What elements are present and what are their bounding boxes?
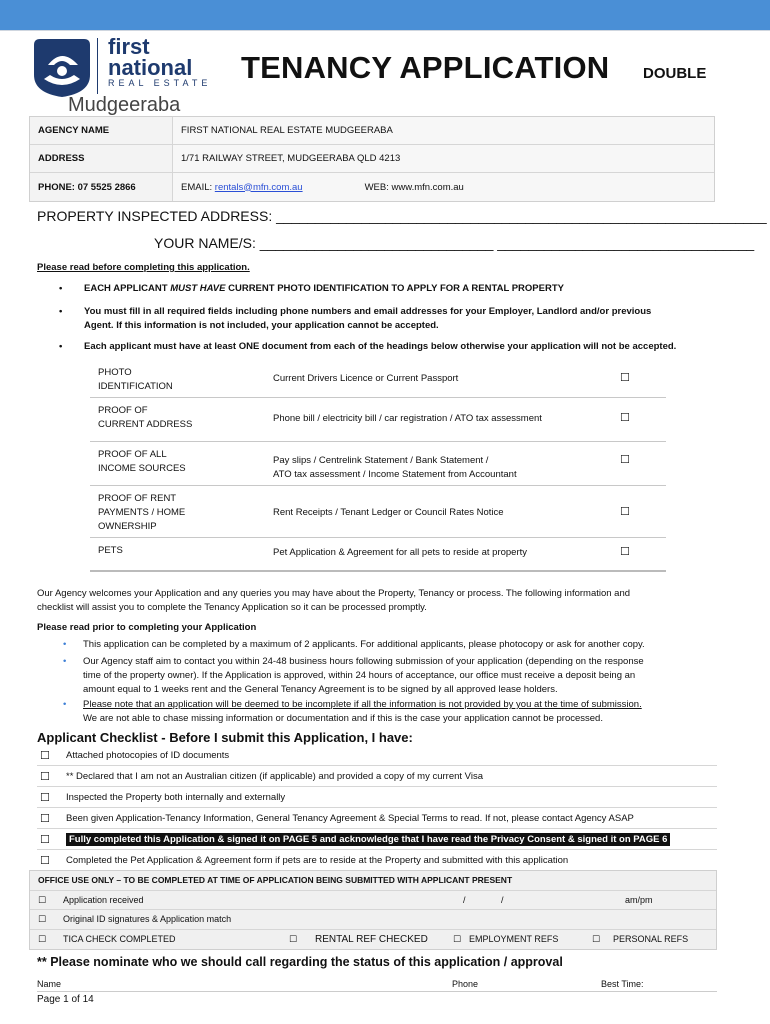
prior-item-1: [63, 638, 645, 652]
document-row: [90, 400, 666, 442]
your-names-line[interactable]: YOUR NAME/S: ______________________________ _________________________________: [154, 235, 755, 251]
checkbox-icon[interactable]: ☐: [38, 914, 47, 924]
date-slash: /: [501, 894, 504, 905]
agency-name-value: FIRST NATIONAL REAL ESTATE MUDGEERABA: [172, 117, 714, 144]
personal-refs-label: PERSONAL REFS: [613, 933, 689, 944]
logo-line-1: first: [108, 34, 150, 59]
agency-address-label: ADDRESS: [38, 153, 85, 164]
office-heading: OFFICE USE ONLY – TO BE COMPLETED AT TIME OF APPLICATION BEING SUBMITTED WITH APPLICANT PRESENT: [38, 875, 513, 885]
document-heading: PROOF OF RENT: [98, 493, 177, 504]
document-heading: PAYMENTS / HOME: [98, 507, 186, 518]
checklist-item-text: Attached photocopies of ID documents: [66, 749, 230, 761]
agency-name-row: [30, 117, 714, 145]
read-before-heading: Please read before completing this application.: [37, 262, 250, 273]
checklist-item-text: Been given Application-Tenancy Information, General Tenancy Agreement & Special Terms to read. If not, please contact Agency ASAP: [66, 812, 634, 824]
footer-divider: [37, 991, 717, 992]
checkbox-icon[interactable]: ☐: [40, 812, 50, 825]
checkbox-icon[interactable]: ☐: [620, 546, 630, 558]
document-description: Phone bill / electricity bill / car registration / ATO tax assessment: [273, 413, 542, 424]
bullet-icon: •: [59, 306, 63, 317]
bullet-1-emphasis: MUST HAVE: [170, 283, 226, 294]
page-title: TENANCY APPLICATION: [241, 50, 610, 85]
prior-item-3: [63, 698, 642, 726]
checklist-item: [37, 808, 717, 829]
bullet-3-text: Each applicant must have at least ONE document from each of the headings below otherwise your application will not be accepted.: [84, 341, 677, 352]
prior-item-1-text: This application can be completed by a maximum of 2 applicants. For additional applicants, please photocopy or ask for another copy.: [83, 639, 645, 650]
bullet-icon: •: [63, 639, 67, 650]
checkbox-icon[interactable]: ☐: [453, 933, 462, 944]
checklist-item-text: Fully completed this Application & signed it on PAGE 5 and acknowledge that I have read the Privacy Consent & signed it on PAGE 6: [66, 833, 670, 846]
bullet-2-line-2: Agent. If this information is not included, your application cannot be accepted.: [84, 320, 439, 331]
prior-item-3-line-1: Please note that an application will be deemed to be incomplete if all the information is not provided by you at the time of submission.: [83, 699, 642, 710]
checkbox-icon[interactable]: ☐: [289, 933, 298, 944]
agency-contact-value: [172, 173, 714, 201]
logo-wordmark: [108, 36, 192, 78]
document-description: Current Drivers Licence or Current Passport: [273, 373, 459, 384]
application-received-label: Application received: [63, 894, 144, 905]
nominate-heading: ** Please nominate who we should call regarding the status of this application / approval: [37, 955, 563, 969]
agency-name-label: AGENCY NAME: [38, 125, 110, 136]
checkbox-icon[interactable]: ☐: [620, 372, 630, 384]
prior-item-3-line-2: We are not able to chase missing information or documentation and if this is the case your application cannot be processed.: [83, 713, 603, 724]
agency-phone: PHONE: 07 5525 2866: [38, 181, 136, 193]
checklist-item: [37, 745, 717, 766]
document-description: Pay slips / Centrelink Statement / Bank Statement /: [273, 455, 489, 466]
checklist-item-text: Completed the Pet Application & Agreement form if pets are to reside at the Property and submitted with this application: [66, 854, 569, 866]
bullet-photo-id: [59, 282, 564, 296]
bullet-1-text: EACH APPLICANT: [84, 283, 171, 294]
checkbox-icon[interactable]: ☐: [40, 770, 50, 783]
agency-address-row: [30, 145, 714, 173]
logo-divider: [97, 38, 98, 94]
document-row: [90, 362, 666, 398]
bullet-one-document: [59, 340, 677, 354]
checklist-item-text: ** Declared that I am not an Australian citizen (if applicable) and provided a copy of my current Visa: [66, 770, 483, 782]
first-national-logo-icon: [28, 35, 92, 99]
prior-item-2: [63, 655, 644, 697]
agency-address-value: 1/71 RAILWAY STREET, MUDGEERABA QLD 4213: [172, 145, 714, 172]
document-row: [90, 540, 666, 572]
document-heading: PETS: [98, 545, 123, 556]
tica-check-label: TICA CHECK COMPLETED: [63, 933, 176, 944]
office-received-row: [30, 891, 716, 911]
document-row: [90, 488, 666, 538]
email-label: EMAIL:: [181, 181, 213, 193]
document-heading: CURRENT ADDRESS: [98, 419, 193, 430]
office-use-table: [29, 870, 717, 950]
document-description: ATO tax assessment / Income Statement from Accountant: [273, 469, 517, 480]
welcome-paragraph: [37, 587, 630, 615]
bullet-1-text-end: CURRENT PHOTO IDENTIFICATION TO APPLY FOR A RENTAL PROPERTY: [225, 283, 564, 294]
viewer-top-bar: [0, 0, 770, 30]
checkbox-icon[interactable]: ☐: [40, 833, 50, 846]
checkbox-icon[interactable]: ☐: [40, 854, 50, 867]
best-time-label: Best Time:: [601, 979, 644, 989]
application-variant: DOUBLE: [643, 65, 707, 82]
prior-item-2-line-2: time of the property owner). If the Application is approved, within 24 hours of acceptance, our office must receive a deposit being an: [83, 670, 636, 681]
document-description: Pet Application & Agreement for all pets to reside at property: [273, 547, 528, 558]
am-pm-label: am/pm: [625, 894, 653, 905]
bullet-icon: •: [63, 656, 67, 667]
office-original-row: [30, 910, 716, 930]
phone-label: Phone: [452, 979, 479, 989]
logo-real-estate: REAL ESTATE: [108, 78, 212, 88]
document-heading: IDENTIFICATION: [98, 381, 173, 392]
bullet-required-fields: [59, 305, 652, 333]
employment-refs-label: EMPLOYMENT REFS: [469, 933, 559, 944]
checkbox-icon[interactable]: ☐: [40, 749, 50, 762]
checklist-item: [37, 787, 717, 808]
bullet-icon: •: [59, 341, 63, 352]
bullet-2-line-1: You must fill in all required fields including phone numbers and email addresses for your Employer, Landlord and/or previous: [84, 306, 652, 317]
prior-item-2-line-3: amount equal to 1 weeks rent and the General Tenancy Agreement is to be signed by all approved lease holders.: [83, 684, 558, 695]
welcome-line-1: Our Agency welcomes your Application and any queries you may have about the Property, Tenancy or process. The following information and: [37, 588, 631, 599]
checklist-item: [37, 766, 717, 787]
agency-details-table: [29, 116, 715, 202]
date-slash: /: [463, 894, 466, 905]
logo-branch-name: Mudgeeraba: [68, 94, 181, 116]
checkbox-icon[interactable]: ☐: [592, 933, 601, 944]
document-heading: PHOTO: [98, 367, 132, 378]
rental-ref-label: RENTAL REF CHECKED: [315, 933, 428, 945]
prior-item-2-line-1: Our Agency staff aim to contact you within 24-48 business hours following submission of your application (depending on the response: [83, 656, 644, 667]
checklist-item: [37, 850, 717, 871]
document-heading: INCOME SOURCES: [98, 463, 186, 474]
office-checks-row: [30, 930, 716, 950]
office-heading-row: [30, 871, 716, 891]
agency-contact-row: [30, 173, 714, 201]
logo-line-2: national: [108, 55, 193, 80]
checklist-item-text: Inspected the Property both internally and externally: [66, 791, 286, 803]
prior-heading: Please read prior to completing your Application: [37, 622, 257, 633]
original-id-label: Original ID signatures & Application match: [63, 914, 232, 924]
document-heading: PROOF OF: [98, 405, 148, 416]
checkbox-icon[interactable]: ☐: [38, 933, 47, 944]
checkbox-icon[interactable]: ☐: [38, 894, 47, 905]
document-row: [90, 444, 666, 486]
checkbox-icon[interactable]: ☐: [620, 412, 630, 424]
document-heading: PROOF OF ALL: [98, 449, 167, 460]
welcome-line-2: checklist will assist you to complete the Tenancy Application so it can be processed promptly.: [37, 602, 427, 613]
document-heading: OWNERSHIP: [98, 521, 157, 532]
email-link[interactable]: rentals@mfn.com.au: [214, 181, 303, 193]
checkbox-icon[interactable]: ☐: [620, 506, 630, 518]
checkbox-icon[interactable]: ☐: [620, 454, 630, 466]
bullet-icon: •: [59, 283, 63, 294]
document-description: Rent Receipts / Tenant Ledger or Council Rates Notice: [273, 507, 504, 518]
name-label: Name: [37, 979, 62, 989]
checkbox-icon[interactable]: ☐: [40, 791, 50, 804]
checklist-item: [37, 829, 717, 850]
agency-web: WEB: www.mfn.com.au: [364, 181, 464, 193]
checklist-heading: Applicant Checklist - Before I submit this Application, I have:: [37, 730, 413, 745]
property-address-line[interactable]: PROPERTY INSPECTED ADDRESS: _______________________________________________________________: [37, 208, 767, 224]
page-number: Page 1 of 14: [37, 994, 94, 1005]
bullet-icon: •: [63, 699, 67, 710]
